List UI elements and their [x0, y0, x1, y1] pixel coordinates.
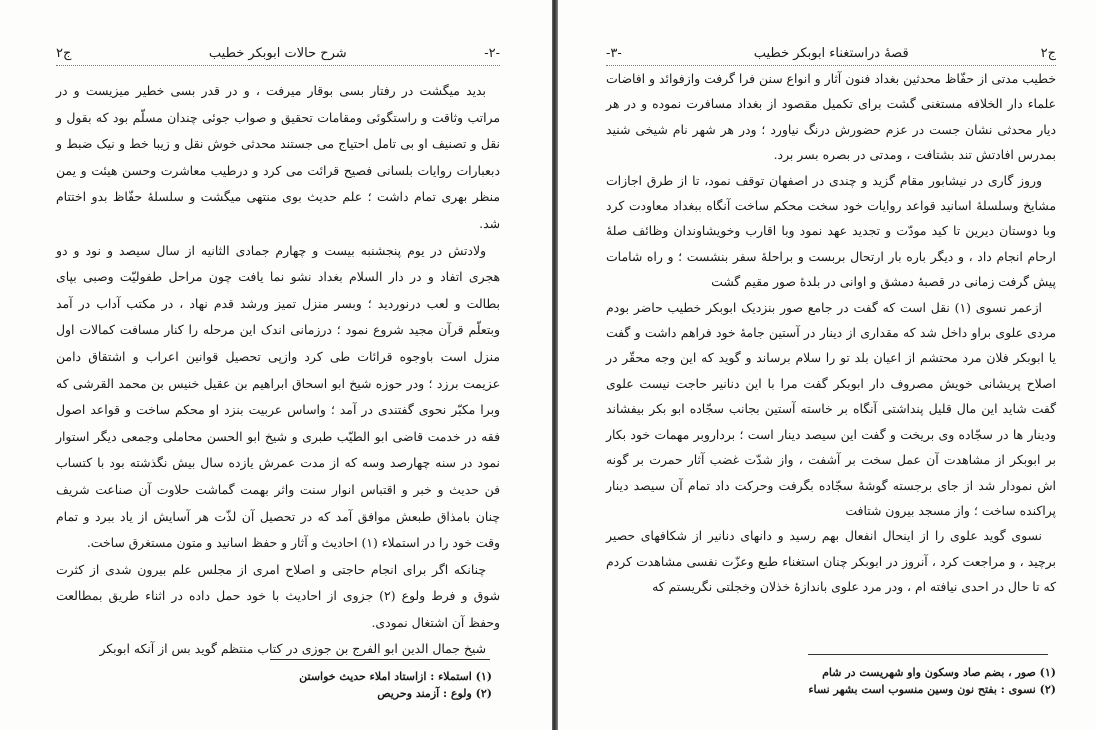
left-paragraph-4: شیخ جمال الدین ابو الفرج بن جوزی در کتاب منتظم گوید بس از آنکه ابوبکر	[99, 641, 486, 657]
right-page	[558, 0, 1096, 730]
left-page-number: -۲-	[484, 46, 500, 61]
right-footnote-rule	[808, 654, 1048, 655]
left-paragraph-2: ولادتش در یوم پنجشنبه بیست و چهارم جمادی الثانیه از سال سیصد و نود و دو هجری اتفاد و در دار السلام بغداد نشو نما یافت چون مراحل طفولیّت وصبی بپای بطالت و لعب درنوردید ؛ وبسر منزل تمیز ورشد قدم نهاد ، در مکتب آداب در آمد وبتعلّم قرآن مجید شروع نمود ؛ درزمانی اندک این مرحله را کنار مسافت کمالات اول منزل است باوجوه قرائات طی کرد وازپی تحصیل قوانین اعراب و اشتقاق دامن عزیمت برزد ؛ ودر حوزه شیخ ابو اسحاق ابراهیم بن عقیل خنیس بن محمد القرشی که وبرا مکبّر نحوی گفتندی در آمد ؛ واساس عربیت بنزد او محکم ساخت و قواعد اصول فقه در خدمت قاضی ابو الطیّب طبری و شیخ ابو الحسن محاملی وجمعی دیگر استوار نمود در سنه چهارصد وسه که از مدت عمرش یازده سال بیش نگذشته بود با کتساب فن حدیث و خبر و اقتباس انوار سنت واثر بهمت گماشت حلاوت آن صناعت شریف چنان بامذاق طبعش موافق آمد که در تحصیل آن لذّت هر آسایش از یاد ببرد و تمام وقت خود را در استملاء (۱) احادیث و آثار و حفظ اسانید و متون مستغرق ساخت.	[56, 242, 500, 551]
right-paragraph-4: نسوی گوید علوی را از اینحال انفعال بهم رسید و دانهای دنانیر از شکافهای حصیر برچید ، و مراجعت کرد ، آنروز در ابوبکر چنان استغناء طبع وعزّت نفسی مشاهدت کردم که تا حال در احدی نیافته ام ، ودر مرد علوی باندازهٔ خذلان وخجلتی نگریستم که	[606, 528, 1056, 595]
left-footnotes	[90, 668, 492, 702]
right-page-number: -۳-	[606, 46, 622, 61]
right-body-text	[606, 66, 1056, 600]
right-running-title: قصهٔ دراستغناء ابوبکر خطیب	[753, 46, 909, 61]
left-body-text	[56, 78, 500, 663]
left-footnote-2: (۲) ولوع : آزمند وحریص	[377, 687, 492, 700]
left-footnote-rule	[270, 659, 490, 660]
left-footnote-1: (۱) استملاء : ازاستاد املاء حدیث خواستن	[299, 670, 492, 683]
left-volume-label: ج۲	[56, 46, 72, 61]
right-paragraph-3: ازعمر نسوی (۱) نقل است که گفت در جامع صور بنزدیک ابوبکر خطیب حاضر بودم مردی علوی براو داخل شد که مقداری از دینار در آستین جامهٔ خود فراهم داشت و گفت یا ابوبکر فلان مرد محتشم از اعیان بلد تو را سلام برساند و گوید که این وجه محقّر در اصلاح پریشانی خویش مصروف دار ابوبکر گفت مرا با این دنانیر حاجت نیست علوی گفت شاید این مال قلیل پنداشتی آنگاه بر خاسته آستین بجانب سجّاده ابو بکر بیفشاند ودینار ها در سجّاده وی بریخت و گفت این سیصد دینار است ؛ برداروبر مهمات خود بکار بر ابوبکر از مشاهدت آن عمل سخت بر آشفت ، واز شدّت غضب آثار حمرت بر گونه اش نمودار شد از جای برجسته گوشهٔ سجّاده بگرفت وحرکت داد تمام آن سیصد دینار پراکنده ساخت ؛ واز مسجد بیرون شتافت	[606, 299, 1056, 518]
left-page-header	[56, 46, 500, 66]
right-volume-label: ج۲	[1040, 46, 1056, 61]
right-page-header	[606, 46, 1056, 66]
right-paragraph-2: وروز گاری در نیشابور مقام گزید و چندی در اصفهان توقف نمود، تا از طرق اجازات مشایخ وسلسلهٔ اسانید قواعد روایات خود سخت محکم ساخت آنگاه ببغداد معاودت کرد وبا دوستان دیرین تا کید مودّت و تجدید عهد نمود وبا اقارب وخویشاوندان وظائف صلهٔ ارحام انجام داد ، و دیگر باره بار ارتحال بربست و براحلهٔ سفر بنشست ؛ و راه شامات پیش گرفت زمانی در قصبهٔ دمشق و اوانی در بلدهٔ صور مقیم گشت	[606, 172, 1056, 290]
left-paragraph-1: بدید میگشت در رفتار بسی بوقار میرفت ، و در قدر بسی خطیر میزیست و در مراتب وثاقت و راستگوئی ومقامات تحقیق و صواب جوئی چندان مسلّم بود که بقول و نقل و تصنیف او بی تامل احتیاج می جستند محدثی خوش نقل و زیبا خط و نیک ضبط و دبعبارات روایات بلسانی فصیح قرائت می کرد و درطیب معاشرت وحسن هیئت و یمن منظر بهری تمام داشت ؛ علم حدیث بوی منتهی میگشت و سلسلهٔ حفّاظ بدو اختتام شد.	[56, 83, 500, 231]
right-paragraph-1: خطیب مدتی از حفّاظ محدثین بغداد فنون آثار و انواع سنن فرا گرفت وازفوائد و افاضات علماء دار الخلافه مستغنی گشت برای تکمیل مقصود از بغداد مسافرت نموده و در هر دیار محدثی نشان جست در عزم حضورش درنگ نیاورد ؛ ودر هر شهر نام شیخی شنید بمدرس افادتش تند بشتافت ، ومدتی در بصره بسر برد.	[606, 71, 1056, 163]
right-footnotes	[678, 664, 1056, 698]
left-paragraph-3: چنانکه اگر برای انجام حاجتی و اصلاح امری از مجلس علم بیرون شدی از کثرت شوق و فرط ولوع (۲) جزوی از احادیث با خود حمل داده در اثناء طریق بمطالعت وحفظ آن اشتغال نمودی.	[56, 561, 501, 630]
right-footnote-1: (۱) صور ، بضم صاد وسکون واو شهریست در شام	[822, 666, 1056, 679]
right-footnote-2: (۲) نسوی : بفتح نون وسین منسوب است بشهر نساء	[808, 683, 1056, 696]
left-running-title: شرح حالات ابوبکر خطیب	[208, 46, 347, 61]
